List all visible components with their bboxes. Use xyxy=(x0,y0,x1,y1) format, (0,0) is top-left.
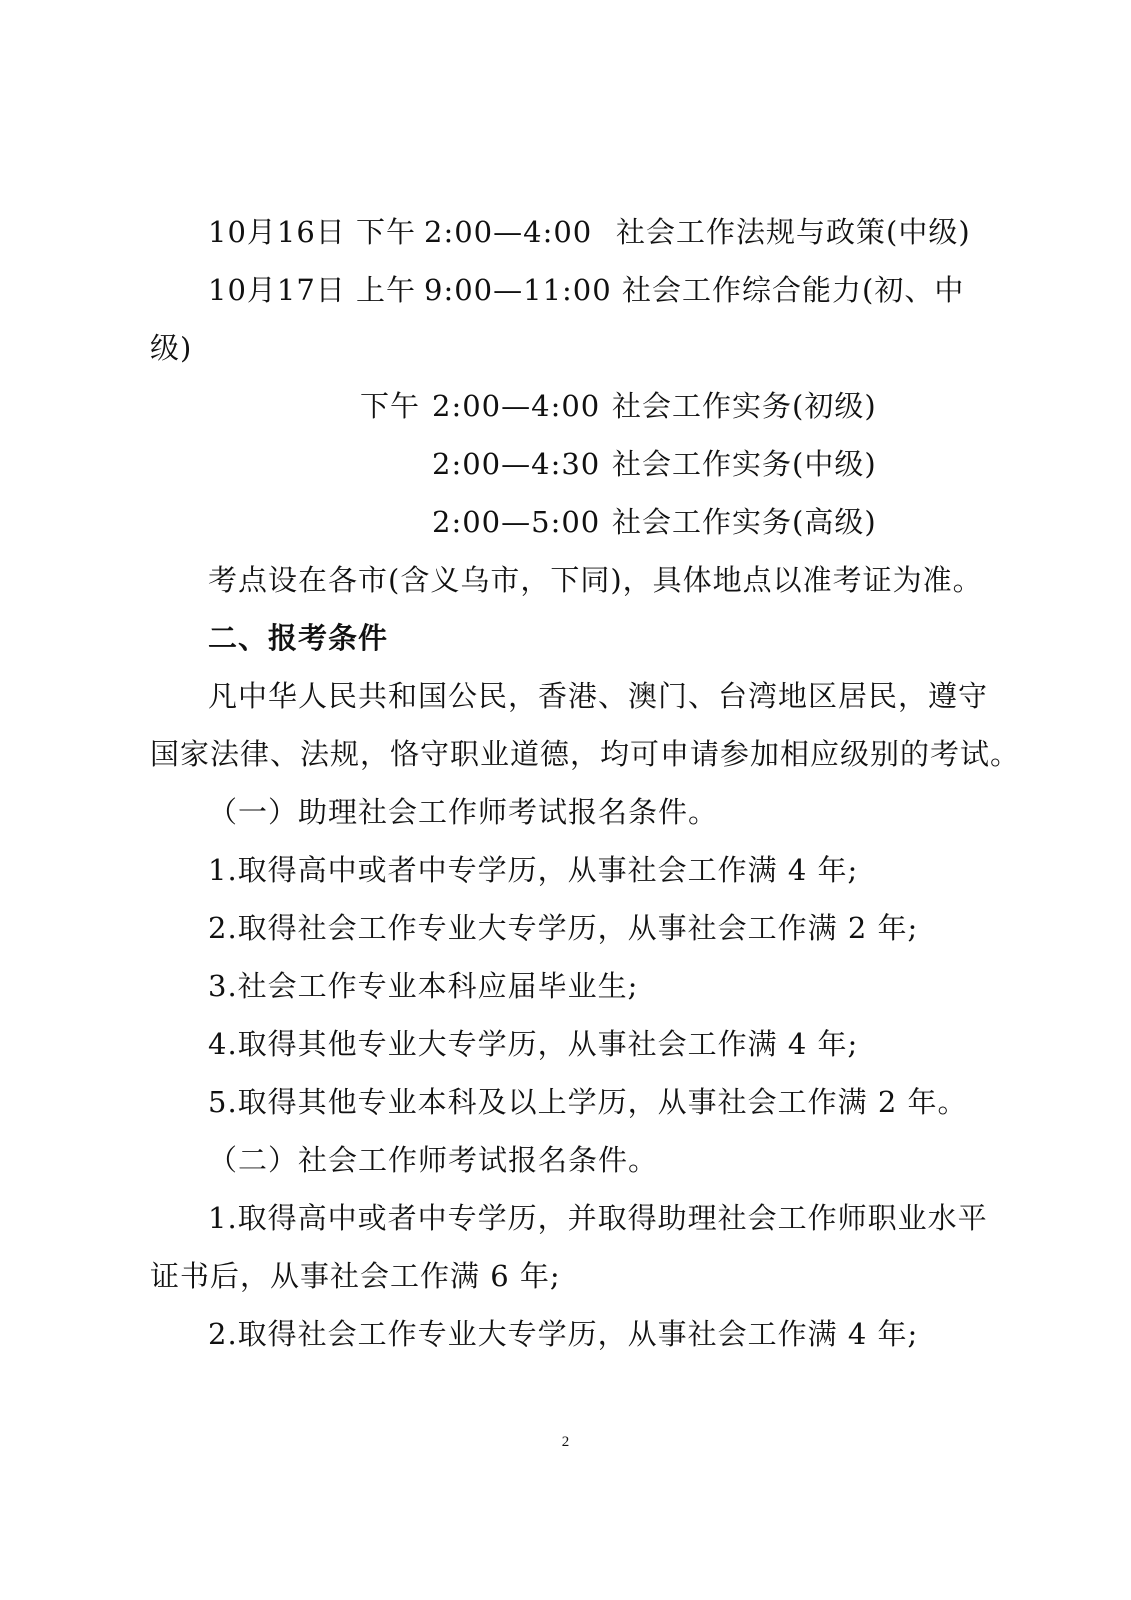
exam-site-note: 考点设在各市(含义乌市，下同)，具体地点以准考证为准。 xyxy=(208,563,983,597)
subsection-title: （一）助理社会工作师考试报名条件。 xyxy=(208,795,719,829)
schedule-session: 下午 xyxy=(356,215,417,249)
list-item: 3.社会工作专业本科应届毕业生; xyxy=(208,969,639,1003)
schedule-subject: 社会工作实务(高级) xyxy=(612,505,877,539)
schedule-date: 10月17日 xyxy=(208,273,346,307)
list-item: 2.取得社会工作专业大专学历，从事社会工作满 2 年; xyxy=(208,911,919,945)
schedule-session: 下午 xyxy=(360,389,421,423)
list-item: 1.取得高中或者中专学历，从事社会工作满 4 年; xyxy=(208,853,859,887)
schedule-date: 10月16日 xyxy=(208,215,346,249)
schedule-subject: 社会工作实务(初级) xyxy=(612,389,877,423)
intro-paragraph-line-2: 国家法律、法规，恪守职业道德，均可申请参加相应级别的考试。 xyxy=(150,737,1021,771)
page-number: 2 xyxy=(561,1434,570,1450)
section-heading: 二、报考条件 xyxy=(208,621,389,655)
subsection-title: （二）社会工作师考试报名条件。 xyxy=(208,1143,659,1177)
schedule-time: 2:00—5:00 xyxy=(432,505,601,539)
list-item: 4.取得其他专业大专学历，从事社会工作满 4 年; xyxy=(208,1027,859,1061)
list-item-continuation: 证书后，从事社会工作满 6 年; xyxy=(150,1259,561,1293)
list-item: 1.取得高中或者中专学历，并取得助理社会工作师职业水平 xyxy=(208,1201,988,1235)
schedule-time: 2:00—4:00 xyxy=(432,389,601,423)
schedule-time: 2:00—4:30 xyxy=(432,447,601,481)
list-item: 2.取得社会工作专业大专学历，从事社会工作满 4 年; xyxy=(208,1317,919,1351)
schedule-subject: 社会工作综合能力(初、中 xyxy=(622,273,965,307)
list-item: 5.取得其他专业本科及以上学历，从事社会工作满 2 年。 xyxy=(208,1085,968,1119)
schedule-subject: 社会工作实务(中级) xyxy=(612,447,877,481)
schedule-time: 9:00—11:00 xyxy=(424,273,612,307)
intro-paragraph-line-1: 凡中华人民共和国公民，香港、澳门、台湾地区居民，遵守 xyxy=(208,679,989,713)
schedule-subject: 社会工作法规与政策(中级) xyxy=(616,215,971,249)
schedule-time: 2:00—4:00 xyxy=(424,215,593,249)
schedule-subject-continuation: 级) xyxy=(150,331,193,365)
schedule-session: 上午 xyxy=(356,273,417,307)
